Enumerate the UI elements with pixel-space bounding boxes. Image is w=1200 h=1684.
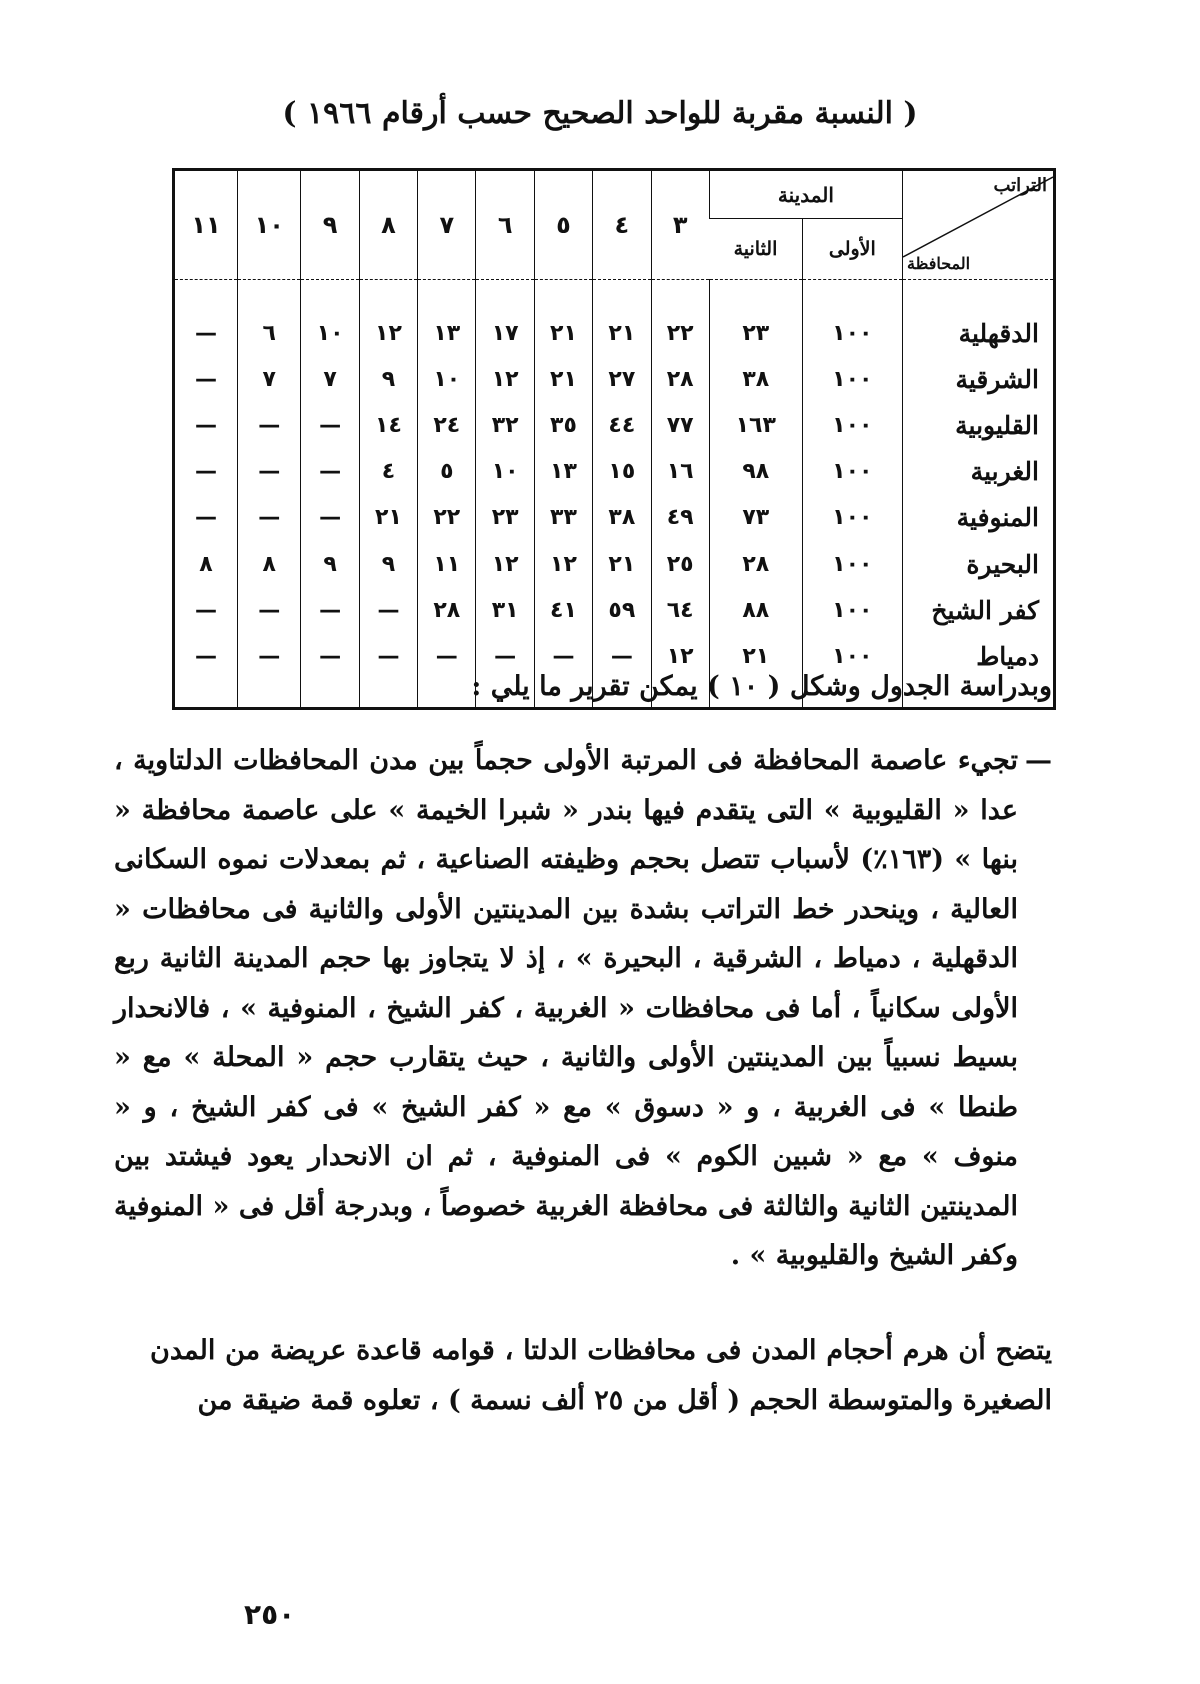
value-cell: — — [194, 597, 217, 623]
value-cell: ٣٢ — [476, 402, 534, 448]
rank-header: ١٠ — [237, 171, 300, 280]
value-cell: — — [237, 634, 300, 680]
value-cell: ٩ — [301, 541, 359, 587]
value-cell: ١٠٠ — [802, 495, 902, 541]
value-cell: — — [237, 402, 300, 448]
paragraph-1-text: تجيء عاصمة المحافظة فى المرتبة الأولى حجماً بين مدن المحافظات الدلتاوية ، عدا « القليوبية » التى يتقدم فيها بندر « شبرا الخيمة » على عاصمة محافظة « بنها » (١٦٣٪) لأسباب تتصل بحجم وظيفته الصناعية ، ثم بمعدلات نموه السكانى العالية ، وينحدر خط التراتب بشدة بين المدينتين الأولى والثانية فى محافظات « الدقهلية ، دمياط ، الشرقية ، البحيرة » ، إذ لا يتجاوز بها حجم المدينة الثانية ربع الأولى سكانياً ، أما فى محافظات « الغربية ، كفر الشيخ ، المنوفية » ، فالانحدار بسيط نسبياً بين المدينتين الأولى والثانية ، حيث يتقارب حجم « المحلة » مع « طنطا » فى الغربية ، و « دسوق » مع « كفر الشيخ » فى كفر الشيخ ، و « منوف » مع « شبين الكوم » فى المنوفية ، ثم ان الانحدار يعود فيشتد بين المدينتين الثانية والثالثة فى محافظة الغربية خصوصاً ، وبدرجة أقل فى « المنوفية وكفر الشيخ والقليوبية » . — [114, 745, 1018, 1271]
value-cell: ١٢ — [476, 356, 534, 402]
intro-line: وبدراسة الجدول وشكل ( ١٠ ) يمكن تقرير ما يلي : — [471, 671, 1052, 702]
value-cell: ١١ — [418, 541, 476, 587]
governorate-cell: المنوفية — [903, 495, 1054, 541]
value-cell: ٩ — [359, 541, 417, 587]
city-group-header: المدينة — [709, 171, 902, 219]
table-row — [175, 587, 1053, 633]
governorate-cell: الدقهلية — [903, 310, 1054, 356]
value-cell: ٣٣ — [534, 495, 592, 541]
first-city-header: الأولى — [802, 219, 902, 280]
value-cell: — — [194, 320, 217, 346]
rank-header: ٣ — [651, 171, 709, 280]
governorate-cell: البحيرة — [903, 541, 1054, 587]
table-row — [175, 402, 1053, 448]
value-cell: ١٥ — [593, 449, 651, 495]
value-cell: ١٠ — [418, 356, 476, 402]
value-cell: ٥٩ — [593, 587, 651, 633]
rank-header: ١١ — [175, 171, 237, 280]
value-cell: — — [301, 495, 359, 541]
value-cell: — — [301, 449, 359, 495]
value-cell: ٢٢ — [651, 310, 709, 356]
value-cell: ٣١ — [476, 587, 534, 633]
value-cell: ١٠٠ — [802, 402, 902, 448]
value-cell: ١٦٣ — [709, 402, 802, 448]
value-cell: — — [194, 413, 217, 439]
value-cell: ١٤ — [359, 402, 417, 448]
table-row — [175, 310, 1053, 356]
value-cell: ٢٨ — [418, 587, 476, 633]
value-cell: — — [359, 634, 417, 680]
value-cell: ٧٣ — [709, 495, 802, 541]
corner-label-rank: التراتب — [993, 175, 1047, 196]
table-row — [175, 541, 1053, 587]
value-cell: — — [593, 634, 651, 680]
value-cell: ٩ — [359, 356, 417, 402]
value-cell: — — [237, 587, 300, 633]
table-body — [175, 310, 1053, 710]
value-cell: ٩٨ — [709, 449, 802, 495]
governorate-cell: الشرقية — [903, 356, 1054, 402]
value-cell: ١٢ — [476, 541, 534, 587]
rank-header: ٤ — [593, 171, 651, 280]
bullet-dash: — — [1025, 745, 1052, 776]
value-cell: — — [534, 634, 592, 680]
value-cell: ١٠٠ — [802, 587, 902, 633]
value-cell: — — [237, 449, 300, 495]
value-cell: ٢٤ — [418, 402, 476, 448]
rank-header: ٩ — [301, 171, 359, 280]
second-city-header: الثانية — [709, 219, 802, 280]
value-cell: ١٣ — [418, 310, 476, 356]
value-cell: ٢٧ — [593, 356, 651, 402]
value-cell: ٦٤ — [651, 587, 709, 633]
table-row — [175, 449, 1053, 495]
value-cell: — — [194, 459, 217, 485]
value-cell: ٢١ — [593, 310, 651, 356]
value-cell: — — [194, 505, 217, 531]
corner-header — [903, 171, 1054, 280]
value-cell: ٢١ — [359, 495, 417, 541]
table-caption: ( النسبة مقربة للواحد الصحيح حسب أرقام ١٩٦٦ ) — [282, 96, 918, 131]
rank-header: ٧ — [418, 171, 476, 280]
bullet-paragraph — [114, 736, 1052, 1281]
value-cell: ٢١ — [709, 634, 802, 680]
value-cell: ٢١ — [593, 541, 651, 587]
value-cell: ٦ — [237, 310, 300, 356]
value-cell: ٢٥ — [651, 541, 709, 587]
value-cell: ١٦ — [651, 449, 709, 495]
value-cell: ٣٥ — [534, 402, 592, 448]
table-row — [175, 495, 1053, 541]
value-cell: ١٠٠ — [802, 310, 902, 356]
value-cell: ٧٧ — [651, 402, 709, 448]
value-cell: ٢٣ — [709, 310, 802, 356]
value-cell: ٧ — [237, 356, 300, 402]
value-cell: ١٠٠ — [802, 449, 902, 495]
governorate-cell: الغربية — [903, 449, 1054, 495]
value-cell: ٢١ — [534, 356, 592, 402]
value-cell: ٤٩ — [651, 495, 709, 541]
value-cell: ١٧ — [476, 310, 534, 356]
header-spacer — [175, 280, 1053, 311]
value-cell: ٢٣ — [476, 495, 534, 541]
value-cell: ٨ — [237, 541, 300, 587]
rank-header: ٦ — [476, 171, 534, 280]
value-cell: ١٠ — [301, 310, 359, 356]
rank-header: ٨ — [359, 171, 417, 280]
value-cell: ٤١ — [534, 587, 592, 633]
value-cell: ٣٨ — [593, 495, 651, 541]
value-cell: ٤ — [359, 449, 417, 495]
value-cell: ١٠٠ — [802, 634, 902, 680]
value-cell: ١٢ — [651, 634, 709, 680]
value-cell: ٢١ — [534, 310, 592, 356]
value-cell: — — [476, 634, 534, 680]
governorate-cell: كفر الشيخ — [903, 587, 1054, 633]
value-cell: ١٢ — [534, 541, 592, 587]
value-cell: ١٣ — [534, 449, 592, 495]
value-cell: ١٠٠ — [802, 356, 902, 402]
value-cell: ٢٨ — [709, 541, 802, 587]
value-cell: ٧ — [301, 356, 359, 402]
value-cell: ٨ — [199, 551, 213, 577]
governorate-cell: دمياط — [903, 634, 1054, 680]
value-cell: — — [237, 495, 300, 541]
value-cell: ١٢ — [359, 310, 417, 356]
value-cell: ١٠ — [476, 449, 534, 495]
value-cell: — — [301, 402, 359, 448]
table-row — [175, 356, 1053, 402]
ranking-table-grid — [175, 171, 1053, 710]
corner-label-governorate: المحافظة — [907, 254, 971, 273]
value-cell: ٢٢ — [418, 495, 476, 541]
value-cell: — — [418, 634, 476, 680]
value-cell: — — [301, 634, 359, 680]
value-cell: ١٠٠ — [802, 541, 902, 587]
page-number: ٢٥٠ — [244, 1598, 296, 1631]
value-cell: — — [359, 587, 417, 633]
governorate-cell: القليوبية — [903, 402, 1054, 448]
value-cell: ٤٤ — [593, 402, 651, 448]
ranking-table — [172, 168, 1056, 710]
rank-header: ٥ — [534, 171, 592, 280]
paragraph-2: يتضح أن هرم أحجام المدن فى محافظات الدلتا ، قوامه قاعدة عريضة من المدن الصغيرة والمتوسطة الحجم ( أقل من ٢٥ ألف نسمة ) ، تعلوه قمة ضيقة من — [150, 1335, 1052, 1416]
value-cell: — — [194, 644, 217, 670]
value-cell: ٥ — [418, 449, 476, 495]
value-cell: — — [194, 366, 217, 392]
value-cell: ٣٨ — [709, 356, 802, 402]
value-cell: ٢٨ — [651, 356, 709, 402]
value-cell: — — [301, 587, 359, 633]
value-cell: ٨٨ — [709, 587, 802, 633]
